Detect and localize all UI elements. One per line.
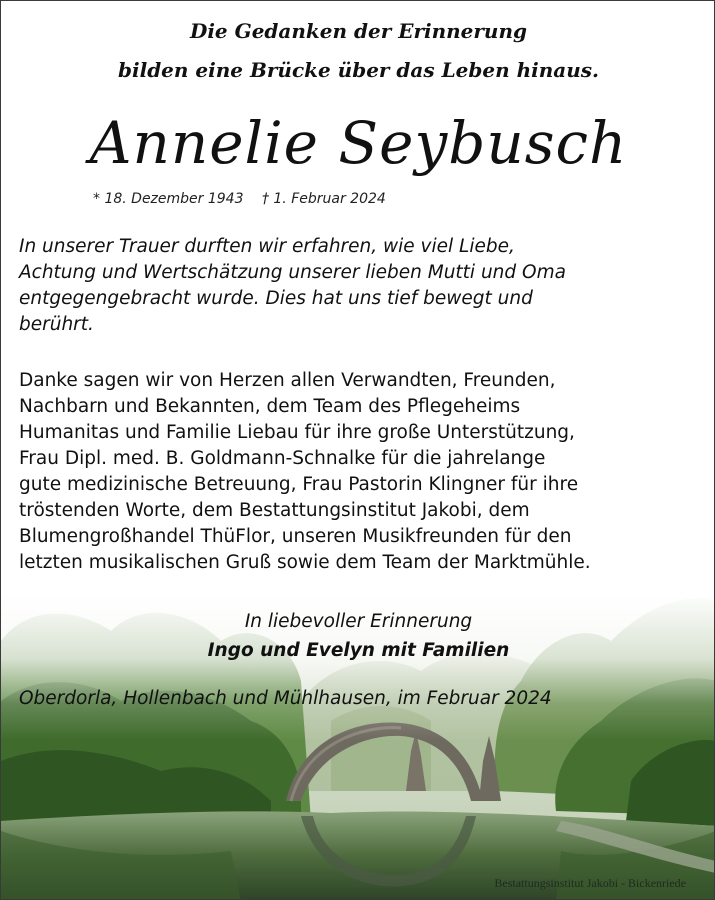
funeral-home-credit: Bestattungsinstitut Jakobi - Bickenriede <box>494 876 686 890</box>
thanks-line: letzten musikalischen Gruß sowie dem Team der Marktmühle. <box>19 552 591 573</box>
intro-line: entgegengebracht wurde. Dies hat uns tief bewegt und <box>19 288 533 309</box>
intro-line: berührt. <box>19 314 94 335</box>
thanks-line: Nachbarn und Bekannten, dem Team des Pflegeheims <box>19 396 521 417</box>
death-date: † 1. Februar 2024 <box>261 191 386 207</box>
thanks-line: Humanitas und Familie Liebau für ihre große Unterstützung, <box>19 422 575 443</box>
intro-line: Achtung und Wertschätzung unserer lieben Mutti und Oma <box>19 262 566 283</box>
motto-line-1: Die Gedanken der Erinnerung <box>189 19 527 43</box>
thanks-line: tröstenden Worte, dem Bestattungsinstitut Jakobi, dem <box>19 500 530 521</box>
thanks-line: Danke sagen wir von Herzen allen Verwandten, Freunden, <box>19 370 556 391</box>
thanks-paragraph <box>19 368 709 576</box>
intro-paragraph <box>19 234 709 338</box>
birth-date: * 18. Dezember 1943 <box>93 191 244 207</box>
family-signature: Ingo und Evelyn mit Familien <box>207 640 510 661</box>
thanks-line: Frau Dipl. med. B. Goldmann-Schnalke für die jahrelange <box>19 448 546 469</box>
life-dates <box>93 191 400 207</box>
thanks-line: Blumengroßhandel ThüFlor, unseren Musikfreunden für den <box>19 526 572 547</box>
closing-line: In liebevoller Erinnerung <box>244 611 473 632</box>
place-and-date: Oberdorla, Hollenbach und Mühlhausen, im Februar 2024 <box>19 688 552 709</box>
motto-line-2: bilden eine Brücke über das Leben hinaus. <box>118 58 599 82</box>
deceased-name: Annelie Seybusch <box>89 109 628 177</box>
thanks-line: gute medizinische Betreuung, Frau Pastorin Klingner für ihre <box>19 474 579 495</box>
intro-line: In unserer Trauer durften wir erfahren, wie viel Liebe, <box>19 236 515 257</box>
